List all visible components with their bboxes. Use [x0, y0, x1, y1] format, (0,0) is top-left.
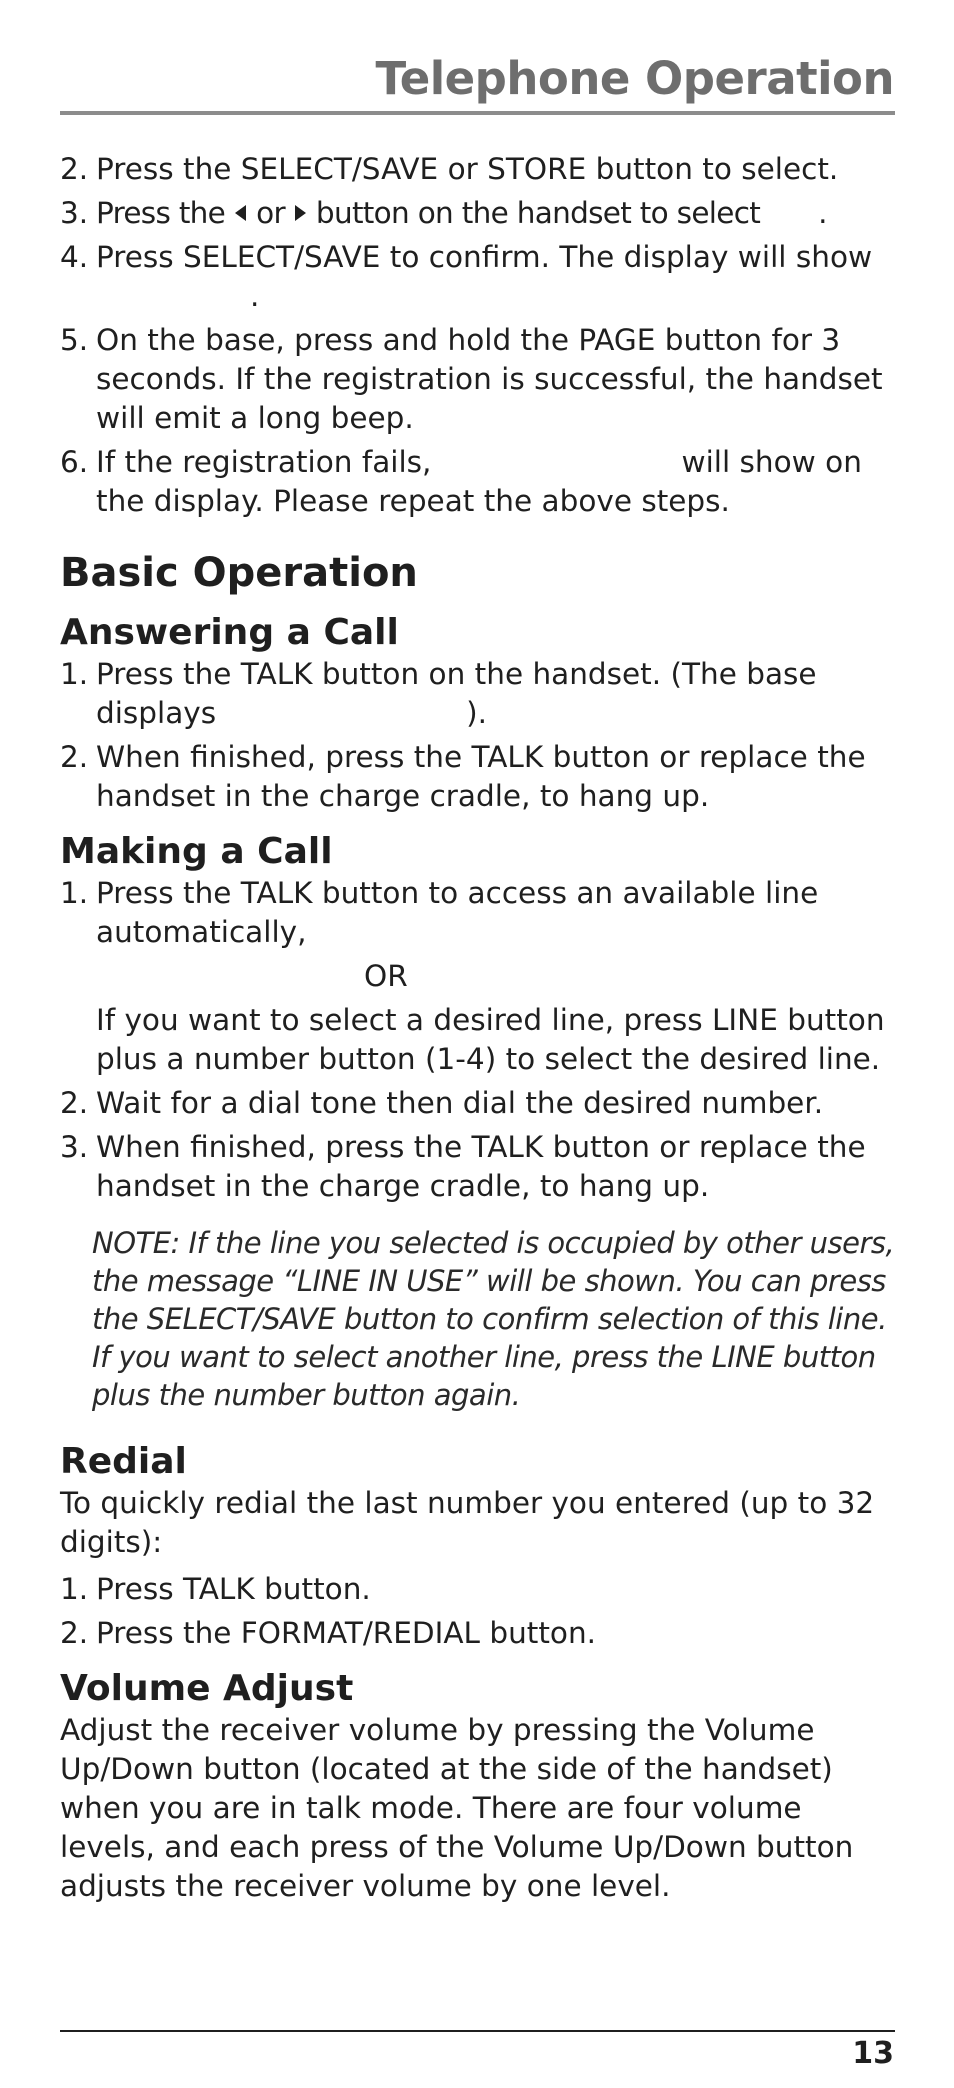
step-number: 3. [60, 1130, 89, 1164]
or-separator: OR [364, 959, 408, 993]
step-text: Press the TALK button to access an available line automatically, [96, 876, 819, 949]
redial-step-1 [60, 1570, 895, 1609]
page-number: 13 [852, 2036, 894, 2071]
step-end: . [250, 279, 260, 313]
step-text: When finished, press the TALK button or replace the handset in the charge cradle, to hang up. [96, 1130, 866, 1203]
step-number: 1. [60, 657, 89, 691]
subheading-volume-adjust: Volume Adjust [60, 1668, 354, 1709]
step-number: 2. [60, 1086, 89, 1120]
step-number: 2. [60, 1616, 89, 1650]
registration-step-4 [60, 238, 895, 316]
header-rule [60, 111, 895, 115]
page-header-title: Telephone Operation [375, 52, 894, 105]
step-text: will show on the display. Please repeat the above steps. [96, 445, 862, 518]
step-number: 2. [60, 152, 89, 186]
page-content [60, 150, 895, 1914]
step-text: Press TALK button. [96, 1572, 371, 1606]
step-number: 2. [60, 740, 89, 774]
registration-step-2 [60, 150, 895, 189]
registration-step-3 [60, 194, 895, 233]
step-number: 1. [60, 1572, 89, 1606]
step-number: 1. [60, 876, 89, 910]
making-step-2 [60, 1084, 895, 1123]
redial-step-2 [60, 1614, 895, 1653]
footer-rule [60, 2030, 895, 2032]
answering-step-2 [60, 738, 895, 816]
volume-adjust-text: Adjust the receiver volume by pressing the Volume Up/Down button (located at the side of the handset) when you are in talk mode. There are four volume levels, and each press of the Volume Up/Down button adjusts the receiver volume by one level. [60, 1713, 854, 1903]
making-step-1 [60, 874, 895, 952]
step-end: ). [466, 696, 488, 730]
note-line-in-use: NOTE: If the line you selected is occupied by other users, the message “LINE IN USE” will be shown. You can press the SELECT/SAVE button to confirm selection of this line. If you want to select another line, press the LINE button plus the number button again. [92, 1226, 895, 1412]
step-number: 6. [60, 445, 89, 479]
step-text: When finished, press the TALK button or replace the handset in the charge cradle, to hang up. [96, 740, 866, 813]
step-number: 3. [60, 196, 89, 230]
subheading-answering-a-call: Answering a Call [60, 612, 399, 653]
step-text: If the registration fails, [96, 445, 432, 479]
step-number: 5. [60, 323, 89, 357]
registration-step-5 [60, 321, 895, 438]
making-step-1-continued: If you want to select a desired line, press LINE button plus a number button (1-4) to select the desired line. [96, 1003, 885, 1076]
right-arrow-icon [295, 205, 306, 221]
left-arrow-icon [235, 205, 246, 221]
registration-step-6 [60, 443, 895, 521]
subheading-making-a-call: Making a Call [60, 831, 333, 872]
step-text: On the base, press and hold the PAGE button for 3 seconds. If the registration is successful, the handset will emit a long beep. [96, 323, 883, 435]
step-text: or [256, 196, 285, 230]
answering-step-1 [60, 655, 895, 733]
step-text: Press the TALK button on the handset. (The base displays [96, 657, 817, 730]
making-step-3 [60, 1128, 895, 1206]
step-text: Press the FORMAT/REDIAL button. [96, 1616, 597, 1650]
step-text: button on the handset to select [315, 196, 761, 230]
section-heading-basic-operation: Basic Operation [60, 550, 418, 596]
step-number: 4. [60, 240, 89, 274]
subheading-redial: Redial [60, 1441, 187, 1482]
redial-intro: To quickly redial the last number you entered (up to 32 digits): [60, 1486, 875, 1559]
step-end: . [818, 196, 827, 230]
step-text: Press the SELECT/SAVE or STORE button to select. [96, 152, 839, 186]
step-text: Wait for a dial tone then dial the desired number. [96, 1086, 824, 1120]
step-text-line [96, 196, 827, 230]
step-text: Press SELECT/SAVE to confirm. The display will show [96, 240, 873, 274]
step-text: Press the [96, 196, 226, 230]
